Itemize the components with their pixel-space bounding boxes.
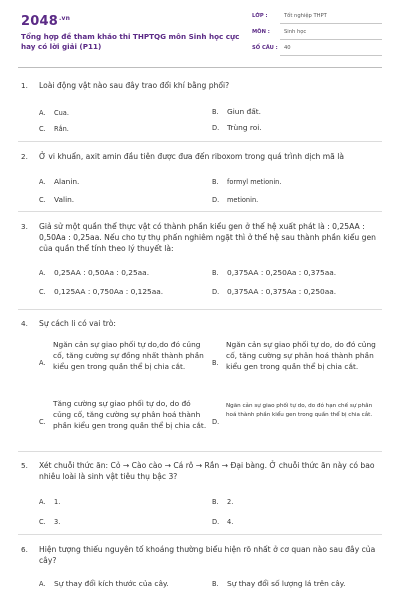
question-text: Hiện tượng thiếu nguyên tố khoáng thường biểu hiện rõ nhất ở cơ quan nào sau đây của cây? (39, 545, 376, 565)
site-logo[interactable]: $2048^{.vn}$ (21, 14, 71, 29)
option-c[interactable]: C. 0,125AA : 0,750Aa : 0,125aa. (39, 287, 164, 296)
option-c[interactable]: C. Valin. (39, 195, 75, 204)
option-d[interactable]: D. Trùng roi. (212, 123, 262, 132)
exam-page: $2048^{.vn}$ Tổng hợp đề tham khảo thi THPTQG môn Sinh học cực hay có lời giải (P11) LỚP : Tốt nghiệp THPT MÔN : Sinh học SỐ CÂU : 40 1. Loài động vật nào sau đây trao đổi khí bằng phổi? A. Cua. B. Giun đất. C. Rắn. D. Trùng roi. 2. Ở vi khuẩn, axit amin đầu tiên được đưa đến riboxom trong quá trình dịch mã là A. Alanin. B. formyl metionin. C. Valin. D. metionin. 3. Giả sử một quần thể thực vật có thành phần kiểu gen ở thế hệ xuất phát là : 0,25AA : 0,50Aa : 0,25aa. Nếu cho tự thụ phấn nghiêm ngặt thì ở thế hệ sau thành phần kiểu gen của quần thể tính theo lý thuyết là: A. 0,25AA : 0,50Aa : 0,25aa. B. 0,375AA : 0,250Aa : 0,375aa. C. 0,125AA : 0,750Aa : 0,125aa. D. 0,375AA : 0,375Aa : 0,250aa. 4. Sự cách li có vai trò: A. Ngăn cản sự giao phối tự do,do đó củng cố, tăng cường sự đồng nhất thành phần kiểu gen trong quần thể bị chia cắt. B. Ngăn cản sự giao phối tự do, do đó củng cố, tăng cường sự phân hoá thành phần kiểu gen trong quần thể bị chia cắt. C. Tăng cường sự giao phối tự do, do đó củng cố, tăng cường sự phân hoá thành phần kiểu gen trong quần thể bị chia cắt. D. Ngăn cản sự giao phối tự do, do đó hạn chế sự phân hoá thành phần kiểu gen trong quần thể bị chia cắt. 5. Xét chuỗi thức ăn: Cỏ → Cào cào → Cá rô → Rắn → Đại bàng. Ở chuỗi thức ăn này có bao nhiêu loài là sinh vật tiêu thụ bậc 3? A. 1. B. 2. C. 3. D. 4. 6. Hiện tượng thiếu nguyên tố khoáng thường biểu hiện rõ nhất ở cơ quan nào sau đây của cây? A. Sự thay đổi kích thước của cây. B. Sự thay đổi số lượng lá trên cây. (0, 0, 400, 600)
question-text: Xét chuỗi thức ăn: Cỏ → Cào cào → Cá rô → Rắn → Đại bàng. Ở chuỗi thức ăn này có bao nhiêu loài là sinh vật tiêu thụ bậc 3? (39, 461, 375, 481)
question-divider (18, 451, 382, 452)
question-text: Giả sử một quần thể thực vật có thành phần kiểu gen ở thế hệ xuất phát là : 0,25AA : 0,50Aa : 0,25aa. Nếu cho tự thụ phấn nghiêm ngặt thì ở thế hệ sau thành phần kiểu gen của quần thể tính theo lý thuyết là: (39, 222, 376, 253)
option-a[interactable]: A. Cua. (39, 109, 69, 117)
option-d[interactable]: D. metionin. (212, 196, 259, 204)
question-text: Sự cách li có vai trò: (39, 319, 116, 328)
question-divider (18, 534, 382, 535)
option-c[interactable]: C. Rắn. (39, 125, 69, 133)
question-text: Loài động vật nào sau đây trao đổi khí bằng phổi? (39, 81, 230, 90)
meta-class: LỚP : Tốt nghiệp THPT (252, 12, 382, 24)
header-divider (18, 67, 382, 68)
option-a[interactable]: A. Alanin. (39, 177, 80, 186)
option-d[interactable]: D. 4. (212, 518, 234, 526)
document-title: Tổng hợp đề tham khảo thi THPTQG môn Sinh học cực hay có lời giải (P11) (21, 32, 240, 51)
option-b[interactable]: B. 0,375AA : 0,250Aa : 0,375aa. (212, 268, 337, 277)
meta-subject: MÔN : Sinh học (252, 28, 382, 40)
meta-question-count: SỐ CÂU : 40 (252, 44, 382, 56)
option-a[interactable]: A. 1. (39, 498, 61, 506)
question-divider (18, 309, 382, 310)
option-d[interactable]: D. 0,375AA : 0,375Aa : 0,250aa. (212, 287, 337, 296)
option-b[interactable]: B. Giun đất. (212, 107, 261, 116)
question-divider (18, 141, 382, 142)
option-b[interactable]: B. 2. (212, 498, 234, 506)
option-b[interactable]: B. formyl metionin. (212, 178, 282, 186)
exam-meta (252, 12, 382, 60)
option-c[interactable]: C. 3. (39, 518, 61, 526)
question-divider (18, 211, 382, 212)
option-a[interactable]: A. 0,25AA : 0,50Aa : 0,25aa. (39, 268, 150, 277)
option-b[interactable]: B. Sự thay đổi số lượng lá trên cây. (212, 579, 346, 588)
question-text: Ở vi khuẩn, axit amin đầu tiên được đưa đến riboxom trong quá trình dịch mã là (39, 152, 345, 161)
page-header (0, 0, 400, 62)
option-a[interactable]: A. Sự thay đổi kích thước của cây. (39, 579, 169, 588)
